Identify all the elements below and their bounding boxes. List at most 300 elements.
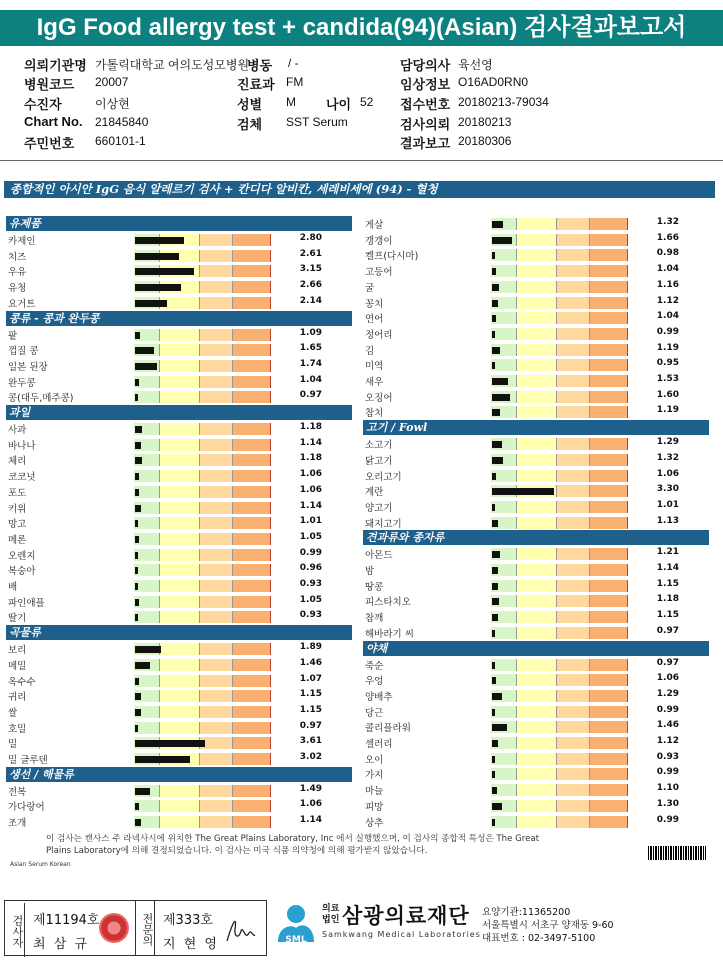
result-row: [6, 295, 358, 310]
result-value: 1.13: [656, 515, 679, 526]
result-bar: [135, 379, 139, 386]
level-scale: [134, 344, 271, 356]
level-scale: [491, 312, 628, 324]
result-row: [363, 688, 715, 703]
level-scale: [491, 218, 628, 230]
food-name: 메론: [8, 534, 27, 546]
food-name: 파인애플: [8, 597, 45, 609]
food-name: 피망: [365, 801, 384, 813]
food-name: 포도: [8, 487, 27, 499]
chart-value: 21845840: [95, 115, 149, 129]
result-row: [363, 263, 715, 278]
result-bar: [135, 740, 205, 747]
food-name: 연어: [365, 314, 384, 326]
result-value: 1.30: [656, 798, 679, 809]
result-row: [363, 672, 715, 687]
request-label: 검사의뢰: [400, 117, 451, 132]
level-scale: [134, 486, 271, 498]
food-name: 미역: [365, 361, 384, 373]
result-value: 0.99: [656, 814, 679, 825]
org-english: Samkwang Medical Laboratories: [322, 930, 481, 939]
result-value: 1.21: [656, 547, 679, 558]
hospital-code-value: 20007: [95, 75, 129, 89]
result-value: 1.18: [656, 594, 679, 605]
result-row: [6, 531, 358, 546]
result-bar: [135, 332, 140, 339]
food-name: 요거트: [8, 298, 36, 310]
result-value: 1.46: [299, 657, 322, 668]
result-row: [6, 263, 358, 278]
result-bar: [492, 520, 498, 527]
result-bar: [492, 347, 500, 354]
result-value: 0.99: [299, 547, 322, 558]
result-bar: [492, 441, 502, 448]
result-row: [363, 357, 715, 372]
result-bar: [135, 347, 154, 354]
result-row: [6, 437, 358, 452]
result-row: [6, 232, 358, 247]
food-name: 보리: [8, 645, 27, 657]
signature-footer: [0, 898, 723, 958]
level-scale: [134, 517, 271, 529]
result-value: 3.15: [299, 264, 322, 275]
result-bar: [492, 803, 502, 810]
result-value: 1.04: [656, 311, 679, 322]
result-row: [363, 404, 715, 419]
level-scale: [491, 328, 628, 340]
result-bar: [135, 552, 138, 559]
result-row: [363, 704, 715, 719]
level-scale: [491, 627, 628, 639]
category-header: 생선 / 해물류: [6, 767, 352, 782]
result-value: 1.65: [299, 343, 322, 354]
result-value: 1.05: [299, 531, 322, 542]
sex-value: M: [286, 95, 296, 109]
result-bar: [492, 268, 496, 275]
result-row: [363, 452, 715, 467]
id-label: 주민번호: [24, 136, 75, 151]
food-name: 셀러리: [365, 739, 393, 750]
result-value: 2.14: [299, 295, 322, 306]
result-row: [363, 657, 715, 672]
food-name: 배: [8, 582, 18, 593]
food-name: 새우: [365, 377, 384, 388]
specimen-value: SST Serum: [286, 115, 348, 129]
result-row: [6, 735, 358, 750]
result-row: [363, 483, 715, 498]
result-row: [6, 798, 358, 813]
food-name: 가다랑어: [8, 802, 45, 814]
food-name: 사과: [8, 425, 27, 436]
result-row: [6, 578, 358, 593]
level-scale: [134, 391, 271, 403]
report-value: 20180306: [458, 134, 512, 148]
food-name: 옥수수: [8, 676, 36, 688]
result-row: [6, 609, 358, 624]
report-title: IgG Food allergy test + candida(94)(Asian) 검사결과보고서: [0, 10, 723, 46]
food-name: 상추: [365, 817, 384, 829]
result-value: 1.06: [299, 469, 322, 480]
specialist-label: 전문의: [135, 901, 155, 955]
result-bar: [492, 709, 495, 716]
level-scale: [491, 517, 628, 529]
result-bar: [492, 457, 503, 464]
result-value: 1.01: [656, 499, 679, 510]
result-value: 1.18: [299, 422, 322, 432]
result-value: 1.46: [656, 720, 679, 731]
result-value: 1.14: [299, 500, 322, 511]
report-label: 결과보고: [400, 136, 451, 151]
result-bar: [135, 505, 141, 512]
disclaimer-note: [46, 833, 626, 857]
level-scale: [134, 800, 271, 812]
result-row: [363, 373, 715, 388]
category-header: 과일: [6, 405, 352, 420]
result-row: [363, 546, 715, 561]
disclaimer-line-1: 이 검사는 캔사스 주 라넥사시에 위치한 The Great Plains Laboratory, Inc 에서 실행했으며, 이 검사의 종합적 특성은 The Great: [46, 834, 540, 844]
result-value: 1.04: [299, 374, 322, 385]
result-value: 1.19: [656, 342, 679, 353]
result-row: [363, 814, 715, 829]
food-name: 돼지고기: [365, 518, 402, 530]
result-bar: [135, 268, 194, 275]
category-header: 고기 / Fowl: [363, 420, 709, 435]
result-value: 0.99: [656, 767, 679, 778]
result-row: [6, 327, 358, 342]
food-name: 참깨: [365, 613, 384, 625]
result-bar: [492, 378, 508, 385]
result-bar: [135, 567, 138, 574]
result-value: 1.05: [299, 594, 322, 605]
food-name: 치즈: [8, 251, 27, 263]
result-row: [363, 578, 715, 593]
level-scale: [491, 564, 628, 576]
result-value: 1.06: [299, 799, 322, 810]
result-bar: [492, 221, 503, 228]
food-name: 조개: [8, 818, 27, 830]
level-scale: [134, 690, 271, 702]
result-value: 3.61: [299, 736, 322, 747]
result-value: 1.19: [656, 405, 679, 416]
verifier-label: 검사자: [5, 903, 25, 957]
result-row: [6, 562, 358, 577]
department-label: 진료과: [237, 77, 275, 92]
food-name: 게살: [365, 220, 384, 231]
sml-logo-icon: [272, 898, 320, 954]
result-bar: [135, 646, 161, 653]
level-scale: [134, 785, 271, 797]
level-scale: [491, 611, 628, 623]
result-row: [6, 594, 358, 609]
org-name: 삼광의료재단: [342, 904, 470, 928]
result-value: 1.15: [656, 610, 679, 621]
result-bar: [135, 363, 157, 370]
age-value: 52: [360, 95, 374, 109]
food-name: 김: [365, 345, 375, 357]
category-header: 유제품: [6, 216, 352, 231]
result-value: 0.98: [656, 248, 679, 259]
result-value: 1.18: [299, 453, 322, 464]
result-bar: [492, 724, 507, 731]
result-row: [6, 641, 358, 656]
specialist-number: 제333호: [163, 913, 213, 928]
result-value: 2.61: [299, 248, 322, 259]
result-row: [6, 751, 358, 766]
food-name: 오리고기: [365, 471, 402, 483]
level-scale: [491, 375, 628, 387]
result-bar: [492, 551, 500, 558]
result-bar: [135, 394, 138, 401]
level-scale: [491, 249, 628, 261]
result-row: [363, 735, 715, 750]
result-value: 1.01: [299, 516, 322, 527]
result-bar: [492, 362, 495, 369]
result-row: [6, 500, 358, 515]
level-scale: [491, 454, 628, 466]
result-row: [363, 310, 715, 325]
level-scale: [491, 753, 628, 765]
food-name: 마늘: [365, 786, 384, 798]
result-row: [363, 593, 715, 608]
age-label: 나이: [326, 97, 352, 112]
result-value: 1.16: [656, 279, 679, 290]
level-scale: [134, 596, 271, 608]
panel-name: Asian Serum Korean: [10, 861, 71, 868]
result-bar: [135, 253, 179, 260]
food-name: 딸기: [8, 613, 27, 625]
result-row: [6, 374, 358, 389]
level-scale: [134, 502, 271, 514]
result-bar: [135, 442, 141, 449]
food-name: 계란: [365, 487, 384, 499]
level-scale: [491, 359, 628, 371]
result-row: [363, 247, 715, 262]
result-bar: [135, 599, 139, 606]
result-bar: [492, 677, 496, 684]
food-name: 오렌지: [8, 550, 36, 562]
result-value: 0.93: [299, 610, 322, 621]
verifier-name: 최 삼 규: [33, 937, 89, 952]
result-value: 1.89: [299, 642, 322, 653]
level-scale: [491, 721, 628, 733]
result-value: 2.66: [299, 280, 322, 291]
category-header: 야채: [363, 641, 709, 656]
result-row: [363, 389, 715, 404]
food-name: 밤: [365, 566, 375, 577]
result-bar: [492, 614, 498, 621]
sex-label: 성별: [237, 97, 263, 112]
food-name: 닭고기: [365, 455, 393, 467]
level-scale: [491, 800, 628, 812]
food-name: 양배추: [365, 691, 393, 703]
patient-label: 수진자: [24, 97, 62, 112]
result-bar: [135, 520, 138, 527]
result-value: 1.60: [656, 389, 679, 400]
result-value: 2.80: [299, 233, 322, 243]
food-name: 죽순: [365, 660, 384, 672]
level-scale: [491, 548, 628, 560]
result-row: [6, 704, 358, 719]
result-value: 1.15: [299, 704, 322, 715]
result-row: [6, 248, 358, 263]
result-row: [6, 657, 358, 672]
result-value: 0.97: [299, 720, 322, 731]
level-scale: [134, 549, 271, 561]
level-scale: [134, 675, 271, 687]
result-value: 1.32: [656, 217, 679, 227]
org-badge-bottom: 법인: [322, 915, 340, 925]
result-bar: [492, 787, 497, 794]
food-name: 체리: [8, 456, 27, 468]
level-scale: [134, 722, 271, 734]
level-scale: [491, 706, 628, 718]
result-row: [6, 452, 358, 467]
level-scale: [134, 439, 271, 451]
result-row: [363, 782, 715, 797]
result-value: 0.99: [656, 704, 679, 715]
food-name: 양고기: [365, 502, 393, 514]
level-scale: [134, 611, 271, 623]
food-name: 메밀: [8, 660, 27, 672]
org-code: 요양기관:11365200: [482, 907, 571, 918]
food-name: 키위: [8, 503, 27, 515]
food-name: 피스타치오: [365, 597, 411, 609]
level-scale: [491, 391, 628, 403]
result-value: 1.29: [656, 688, 679, 699]
level-scale: [134, 454, 271, 466]
seal-stamp: [99, 913, 129, 943]
result-bar: [492, 331, 495, 338]
institution-value: 가톨릭대학교 여의도성모병원: [95, 58, 250, 72]
level-scale: [134, 706, 271, 718]
result-bar: [135, 300, 167, 307]
level-scale: [491, 501, 628, 513]
level-scale: [134, 329, 271, 341]
org-badge-top: 의료: [322, 904, 340, 914]
result-value: 0.93: [656, 751, 679, 762]
result-row: [6, 515, 358, 530]
food-name: 켈프(다시마): [365, 251, 419, 263]
result-bar: [492, 630, 495, 637]
level-scale: [491, 659, 628, 671]
result-value: 1.10: [656, 783, 679, 794]
level-scale: [491, 690, 628, 702]
result-value: 1.14: [299, 815, 322, 826]
level-scale: [491, 674, 628, 686]
result-row: [6, 547, 358, 562]
food-name: 완두콩: [8, 377, 36, 389]
category-header: 콩류 - 콩과 완두콩: [6, 311, 352, 326]
food-name: 코코넛: [8, 472, 36, 484]
result-bar: [492, 693, 502, 700]
result-bar: [492, 473, 496, 480]
result-row: [6, 484, 358, 499]
hospital-code-label: 병원코드: [24, 77, 75, 92]
food-name: 꽁치: [365, 298, 384, 310]
food-name: 팥: [8, 330, 18, 342]
result-row: [6, 720, 358, 735]
id-value: 660101-1: [95, 134, 146, 148]
food-name: 정어리: [365, 329, 393, 341]
result-bar: [135, 678, 139, 685]
result-bar: [492, 662, 495, 669]
section-title: 종합적인 아시안 IgG 음식 알레르기 검사 + 칸디다 알비칸, 세레비세에 (94) - 혈청: [4, 181, 715, 198]
result-value: 1.29: [656, 437, 679, 448]
result-row: [363, 279, 715, 294]
result-value: 1.74: [299, 358, 322, 369]
result-bar: [492, 237, 512, 244]
reception-value: 20180213-79034: [458, 95, 549, 109]
level-scale: [134, 816, 271, 828]
result-row: [363, 468, 715, 483]
result-row: [6, 673, 358, 688]
food-name: 쌀: [8, 707, 18, 719]
result-row: [6, 389, 358, 404]
result-bar: [135, 756, 190, 763]
category-header: 곡물류: [6, 625, 352, 640]
reception-label: 접수번호: [400, 97, 451, 112]
level-scale: [134, 533, 271, 545]
result-bar: [492, 504, 495, 511]
result-bar: [135, 614, 138, 621]
food-name: 당근: [365, 707, 384, 719]
result-bar: [135, 489, 139, 496]
level-scale: [134, 376, 271, 388]
result-bar: [135, 709, 141, 716]
result-bar: [492, 409, 500, 416]
result-value: 1.04: [656, 264, 679, 275]
result-row: [6, 814, 358, 829]
result-value: 1.09: [299, 327, 322, 338]
patient-value: 이상현: [95, 97, 130, 111]
result-row: [363, 719, 715, 734]
food-name: 카제인: [8, 236, 36, 247]
department-value: FM: [286, 75, 304, 89]
result-value: 1.66: [656, 232, 679, 243]
institution-label: 의뢰기관명: [24, 58, 87, 73]
food-name: 참치: [365, 408, 384, 420]
level-scale: [491, 595, 628, 607]
result-bar: [135, 819, 141, 826]
level-scale: [134, 564, 271, 576]
level-scale: [491, 297, 628, 309]
org-address: 서울특별시 서초구 양재동 9-60: [482, 920, 614, 931]
result-value: 3.02: [299, 752, 322, 762]
food-name: 오징어: [365, 392, 393, 404]
clinical-info-label: 임상정보: [400, 77, 451, 92]
result-value: 0.99: [656, 326, 679, 337]
result-value: 1.14: [656, 563, 679, 573]
disclaimer-line-2: Plains Laboratory에 의해 결정되었습니다. 이 검사는 미국 식품 의약청에 의해 평가받지 않았습니다.: [46, 846, 428, 856]
food-name: 굴: [365, 282, 375, 294]
barcode: [648, 846, 706, 860]
result-value: 0.93: [299, 579, 322, 589]
level-scale: [491, 580, 628, 592]
doctor-label: 담당의사: [400, 58, 451, 73]
level-scale: [134, 580, 271, 592]
verifier-number: 제11194호: [33, 913, 100, 928]
signature-icon: [223, 911, 257, 947]
level-scale: [134, 470, 271, 482]
request-value: 20180213: [458, 115, 512, 129]
result-bar: [492, 567, 498, 574]
result-bar: [492, 756, 495, 763]
result-row: [363, 342, 715, 357]
result-bar: [492, 819, 495, 826]
level-scale: [491, 784, 628, 796]
result-bar: [135, 693, 141, 700]
result-row: [6, 421, 358, 436]
